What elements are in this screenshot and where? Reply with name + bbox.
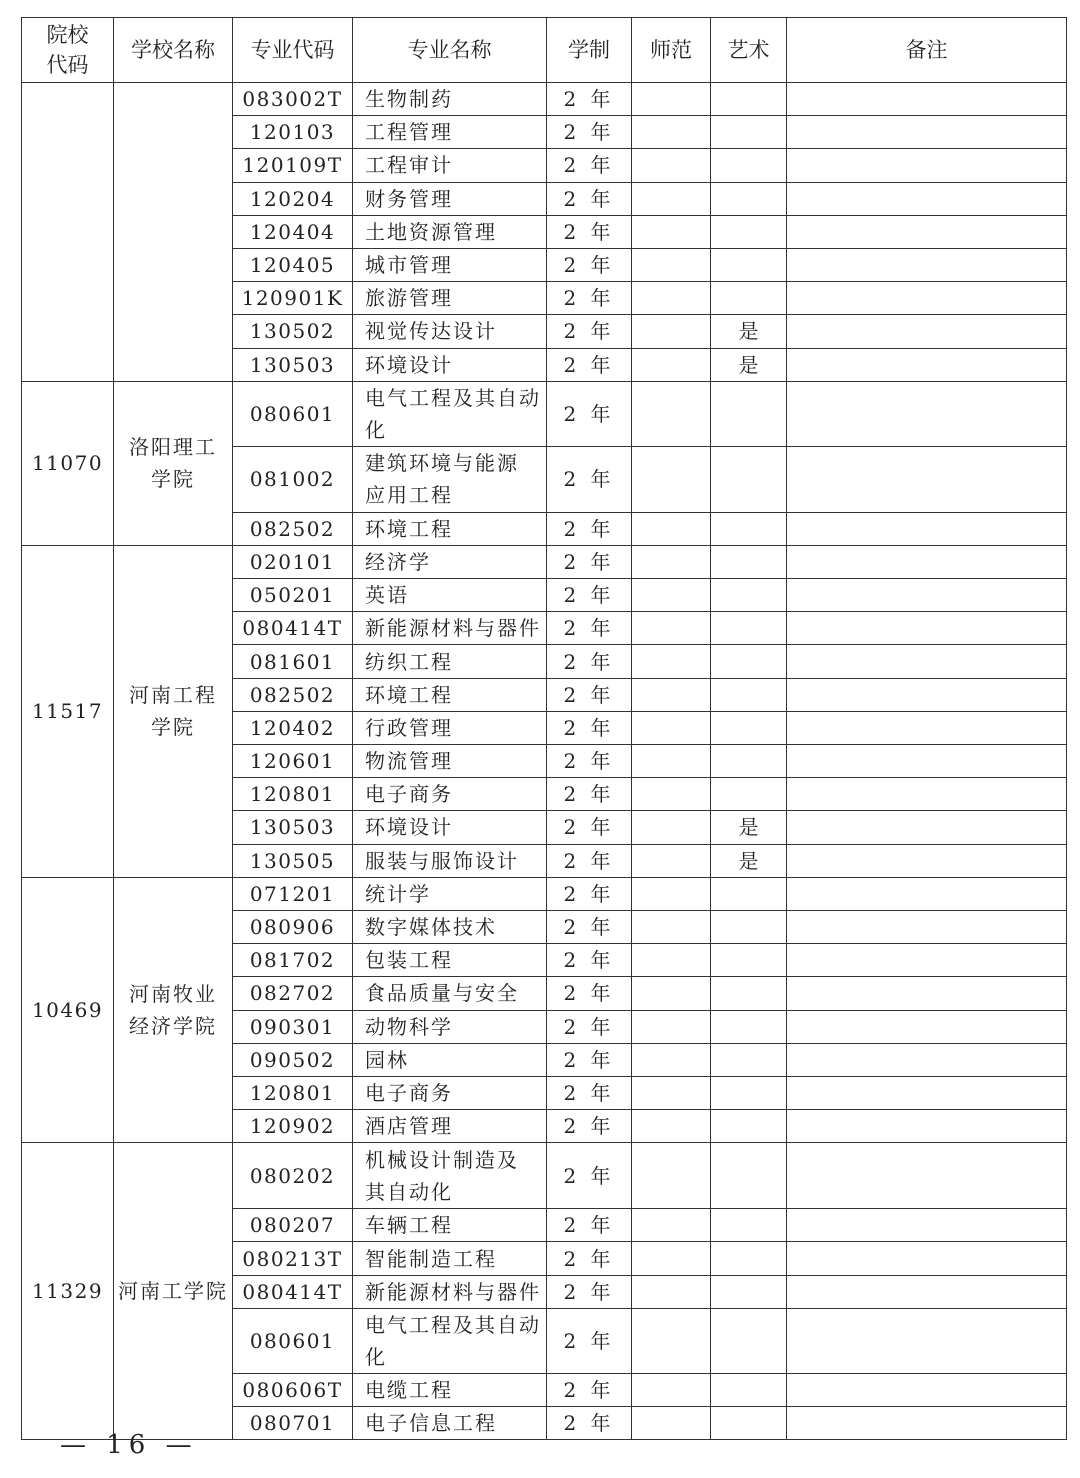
normal-cell xyxy=(632,745,711,778)
table-row xyxy=(22,1143,1067,1209)
remarks-cell xyxy=(787,248,1067,281)
art-cell xyxy=(711,1043,787,1076)
art-cell xyxy=(711,977,787,1010)
major-code-cell: 081601 xyxy=(233,645,353,678)
normal-cell xyxy=(632,1308,711,1373)
table-row xyxy=(22,877,1067,910)
major-code-cell: 050201 xyxy=(233,579,353,612)
duration-cell: 2 年 xyxy=(547,315,632,348)
art-cell xyxy=(711,1010,787,1043)
art-cell xyxy=(711,645,787,678)
duration-cell: 2 年 xyxy=(547,116,632,149)
major-name-cell: 数字媒体技术 xyxy=(353,910,547,943)
normal-cell xyxy=(632,612,711,645)
major-code-cell: 082502 xyxy=(233,512,353,545)
remarks-cell xyxy=(787,877,1067,910)
art-cell xyxy=(711,745,787,778)
majors-table xyxy=(21,17,1067,1440)
duration-cell: 2 年 xyxy=(547,545,632,578)
remarks-cell xyxy=(787,1110,1067,1143)
major-name-cell: 工程审计 xyxy=(353,149,547,182)
major-code-cell: 120801 xyxy=(233,778,353,811)
major-code-cell: 120109T xyxy=(233,149,353,182)
normal-cell xyxy=(632,182,711,215)
major-code-cell: 120204 xyxy=(233,182,353,215)
duration-cell: 2 年 xyxy=(547,944,632,977)
art-cell: 是 xyxy=(711,348,787,381)
major-name-cell: 英语 xyxy=(353,579,547,612)
major-name-cell: 电子信息工程 xyxy=(353,1407,547,1440)
major-name-cell: 行政管理 xyxy=(353,711,547,744)
duration-cell: 2 年 xyxy=(547,1308,632,1373)
remarks-cell xyxy=(787,282,1067,315)
duration-cell: 2 年 xyxy=(547,348,632,381)
major-name-cell: 电气工程及其自动化 xyxy=(353,1308,547,1373)
remarks-cell xyxy=(787,1143,1067,1209)
normal-cell xyxy=(632,381,711,446)
school-name-cell: 河南工程 学院 xyxy=(114,545,233,877)
art-cell xyxy=(711,1242,787,1275)
major-code-cell: 080414T xyxy=(233,612,353,645)
normal-cell xyxy=(632,811,711,844)
normal-cell xyxy=(632,315,711,348)
major-code-cell: 120901K xyxy=(233,282,353,315)
remarks-cell xyxy=(787,1076,1067,1109)
major-name-cell: 电子商务 xyxy=(353,778,547,811)
major-name-cell: 电气工程及其自动化 xyxy=(353,381,547,446)
normal-cell xyxy=(632,1242,711,1275)
art-cell xyxy=(711,182,787,215)
art-cell xyxy=(711,612,787,645)
duration-cell: 2 年 xyxy=(547,446,632,512)
major-name-cell: 财务管理 xyxy=(353,182,547,215)
major-name-cell: 环境设计 xyxy=(353,348,547,381)
art-cell xyxy=(711,83,787,116)
school-name-cell: 洛阳理工 学院 xyxy=(114,381,233,545)
duration-cell: 2 年 xyxy=(547,1373,632,1406)
normal-cell xyxy=(632,1373,711,1406)
remarks-cell xyxy=(787,315,1067,348)
art-cell xyxy=(711,1407,787,1440)
art-cell xyxy=(711,545,787,578)
remarks-cell xyxy=(787,83,1067,116)
duration-cell: 2 年 xyxy=(547,282,632,315)
major-name-cell: 服装与服饰设计 xyxy=(353,844,547,877)
normal-cell xyxy=(632,248,711,281)
normal-cell xyxy=(632,944,711,977)
major-code-cell: 120405 xyxy=(233,248,353,281)
art-cell: 是 xyxy=(711,811,787,844)
normal-cell xyxy=(632,844,711,877)
major-code-cell: 083002T xyxy=(233,83,353,116)
duration-cell: 2 年 xyxy=(547,910,632,943)
major-code-cell: 080606T xyxy=(233,1373,353,1406)
remarks-cell xyxy=(787,215,1067,248)
major-name-cell: 园林 xyxy=(353,1043,547,1076)
duration-cell: 2 年 xyxy=(547,1209,632,1242)
duration-cell: 2 年 xyxy=(547,1076,632,1109)
normal-cell xyxy=(632,579,711,612)
normal-cell xyxy=(632,910,711,943)
normal-cell xyxy=(632,348,711,381)
normal-cell xyxy=(632,446,711,512)
major-code-cell: 081002 xyxy=(233,446,353,512)
normal-cell xyxy=(632,215,711,248)
remarks-cell xyxy=(787,1407,1067,1440)
major-name-cell: 包装工程 xyxy=(353,944,547,977)
normal-cell xyxy=(632,977,711,1010)
major-name-cell: 动物科学 xyxy=(353,1010,547,1043)
normal-cell xyxy=(632,282,711,315)
remarks-cell xyxy=(787,811,1067,844)
art-cell xyxy=(711,248,787,281)
school-code-cell: 11517 xyxy=(22,545,114,877)
major-name-cell: 建筑环境与能源 应用工程 xyxy=(353,446,547,512)
header-remarks: 备注 xyxy=(787,18,1067,83)
duration-cell: 2 年 xyxy=(547,877,632,910)
art-cell xyxy=(711,910,787,943)
table-header-row xyxy=(22,18,1067,83)
major-name-cell: 旅游管理 xyxy=(353,282,547,315)
major-name-cell: 视觉传达设计 xyxy=(353,315,547,348)
remarks-cell xyxy=(787,778,1067,811)
duration-cell: 2 年 xyxy=(547,83,632,116)
major-name-cell: 环境设计 xyxy=(353,811,547,844)
normal-cell xyxy=(632,1043,711,1076)
art-cell: 是 xyxy=(711,844,787,877)
remarks-cell xyxy=(787,579,1067,612)
duration-cell: 2 年 xyxy=(547,1275,632,1308)
art-cell xyxy=(711,282,787,315)
duration-cell: 2 年 xyxy=(547,678,632,711)
remarks-cell xyxy=(787,745,1067,778)
major-name-cell: 环境工程 xyxy=(353,512,547,545)
major-name-cell: 酒店管理 xyxy=(353,1110,547,1143)
duration-cell: 2 年 xyxy=(547,612,632,645)
normal-cell xyxy=(632,877,711,910)
major-code-cell: 120902 xyxy=(233,1110,353,1143)
major-code-cell: 071201 xyxy=(233,877,353,910)
table-row xyxy=(22,83,1067,116)
art-cell xyxy=(711,381,787,446)
major-name-cell: 物流管理 xyxy=(353,745,547,778)
header-school-code: 院校 代码 xyxy=(22,18,114,83)
major-code-cell: 080207 xyxy=(233,1209,353,1242)
remarks-cell xyxy=(787,149,1067,182)
remarks-cell xyxy=(787,910,1067,943)
art-cell xyxy=(711,877,787,910)
remarks-cell xyxy=(787,182,1067,215)
remarks-cell xyxy=(787,678,1067,711)
remarks-cell xyxy=(787,1308,1067,1373)
school-code-cell: 11070 xyxy=(22,381,114,545)
major-name-cell: 城市管理 xyxy=(353,248,547,281)
remarks-cell xyxy=(787,711,1067,744)
major-name-cell: 生物制药 xyxy=(353,83,547,116)
school-name-cell: 河南牧业 经济学院 xyxy=(114,877,233,1143)
art-cell xyxy=(711,215,787,248)
art-cell xyxy=(711,1110,787,1143)
art-cell: 是 xyxy=(711,315,787,348)
duration-cell: 2 年 xyxy=(547,1407,632,1440)
normal-cell xyxy=(632,1209,711,1242)
major-name-cell: 电子商务 xyxy=(353,1076,547,1109)
normal-cell xyxy=(632,1010,711,1043)
art-cell xyxy=(711,1275,787,1308)
school-name-cell xyxy=(114,83,233,382)
art-cell xyxy=(711,944,787,977)
normal-cell xyxy=(632,116,711,149)
art-cell xyxy=(711,1209,787,1242)
remarks-cell xyxy=(787,446,1067,512)
major-code-cell: 080414T xyxy=(233,1275,353,1308)
duration-cell: 2 年 xyxy=(547,512,632,545)
normal-cell xyxy=(632,1110,711,1143)
duration-cell: 2 年 xyxy=(547,381,632,446)
duration-cell: 2 年 xyxy=(547,844,632,877)
duration-cell: 2 年 xyxy=(547,1143,632,1209)
art-cell xyxy=(711,116,787,149)
school-name-cell: 河南工学院 xyxy=(114,1143,233,1440)
normal-cell xyxy=(632,545,711,578)
remarks-cell xyxy=(787,844,1067,877)
table-row xyxy=(22,545,1067,578)
art-cell xyxy=(711,678,787,711)
duration-cell: 2 年 xyxy=(547,579,632,612)
normal-cell xyxy=(632,1407,711,1440)
header-duration: 学制 xyxy=(547,18,632,83)
remarks-cell xyxy=(787,381,1067,446)
major-code-cell: 130505 xyxy=(233,844,353,877)
normal-cell xyxy=(632,1076,711,1109)
major-code-cell: 120801 xyxy=(233,1076,353,1109)
major-code-cell: 130503 xyxy=(233,348,353,381)
remarks-cell xyxy=(787,1043,1067,1076)
major-code-cell: 080202 xyxy=(233,1143,353,1209)
duration-cell: 2 年 xyxy=(547,1043,632,1076)
art-cell xyxy=(711,512,787,545)
normal-cell xyxy=(632,149,711,182)
art-cell xyxy=(711,579,787,612)
remarks-cell xyxy=(787,1275,1067,1308)
remarks-cell xyxy=(787,1373,1067,1406)
header-school-name: 学校名称 xyxy=(114,18,233,83)
normal-cell xyxy=(632,1275,711,1308)
art-cell xyxy=(711,711,787,744)
major-name-cell: 新能源材料与器件 xyxy=(353,1275,547,1308)
header-major-code: 专业代码 xyxy=(233,18,353,83)
normal-cell xyxy=(632,778,711,811)
remarks-cell xyxy=(787,1242,1067,1275)
duration-cell: 2 年 xyxy=(547,778,632,811)
duration-cell: 2 年 xyxy=(547,1010,632,1043)
major-code-cell: 130503 xyxy=(233,811,353,844)
major-name-cell: 经济学 xyxy=(353,545,547,578)
remarks-cell xyxy=(787,645,1067,678)
remarks-cell xyxy=(787,944,1067,977)
art-cell xyxy=(711,1373,787,1406)
art-cell xyxy=(711,1076,787,1109)
duration-cell: 2 年 xyxy=(547,1110,632,1143)
duration-cell: 2 年 xyxy=(547,215,632,248)
major-name-cell: 电缆工程 xyxy=(353,1373,547,1406)
remarks-cell xyxy=(787,348,1067,381)
remarks-cell xyxy=(787,1209,1067,1242)
major-code-cell: 090502 xyxy=(233,1043,353,1076)
duration-cell: 2 年 xyxy=(547,977,632,1010)
art-cell xyxy=(711,1308,787,1373)
major-code-cell: 130502 xyxy=(233,315,353,348)
major-name-cell: 智能制造工程 xyxy=(353,1242,547,1275)
normal-cell xyxy=(632,1143,711,1209)
normal-cell xyxy=(632,83,711,116)
normal-cell xyxy=(632,645,711,678)
remarks-cell xyxy=(787,1010,1067,1043)
art-cell xyxy=(711,446,787,512)
art-cell xyxy=(711,778,787,811)
header-major-name: 专业名称 xyxy=(353,18,547,83)
normal-cell xyxy=(632,678,711,711)
major-code-cell: 080601 xyxy=(233,381,353,446)
school-code-cell xyxy=(22,83,114,382)
major-code-cell: 080213T xyxy=(233,1242,353,1275)
normal-cell xyxy=(632,711,711,744)
remarks-cell xyxy=(787,116,1067,149)
major-code-cell: 090301 xyxy=(233,1010,353,1043)
major-code-cell: 120601 xyxy=(233,745,353,778)
major-name-cell: 纺织工程 xyxy=(353,645,547,678)
major-name-cell: 统计学 xyxy=(353,877,547,910)
table-row xyxy=(22,381,1067,446)
major-code-cell: 120402 xyxy=(233,711,353,744)
remarks-cell xyxy=(787,512,1067,545)
remarks-cell xyxy=(787,612,1067,645)
duration-cell: 2 年 xyxy=(547,248,632,281)
duration-cell: 2 年 xyxy=(547,645,632,678)
duration-cell: 2 年 xyxy=(547,182,632,215)
duration-cell: 2 年 xyxy=(547,811,632,844)
major-code-cell: 080701 xyxy=(233,1407,353,1440)
major-name-cell: 机械设计制造及 其自动化 xyxy=(353,1143,547,1209)
header-normal: 师范 xyxy=(632,18,711,83)
major-code-cell: 080601 xyxy=(233,1308,353,1373)
major-code-cell: 120404 xyxy=(233,215,353,248)
school-code-cell: 10469 xyxy=(22,877,114,1143)
major-code-cell: 080906 xyxy=(233,910,353,943)
major-code-cell: 081702 xyxy=(233,944,353,977)
duration-cell: 2 年 xyxy=(547,1242,632,1275)
school-code-cell: 11329 xyxy=(22,1143,114,1440)
major-name-cell: 新能源材料与器件 xyxy=(353,612,547,645)
page-number: — 16 — xyxy=(60,1430,198,1460)
header-art: 艺术 xyxy=(711,18,787,83)
duration-cell: 2 年 xyxy=(547,745,632,778)
major-code-cell: 082702 xyxy=(233,977,353,1010)
duration-cell: 2 年 xyxy=(547,149,632,182)
art-cell xyxy=(711,149,787,182)
major-name-cell: 车辆工程 xyxy=(353,1209,547,1242)
remarks-cell xyxy=(787,545,1067,578)
normal-cell xyxy=(632,512,711,545)
major-code-cell: 020101 xyxy=(233,545,353,578)
major-name-cell: 土地资源管理 xyxy=(353,215,547,248)
major-code-cell: 082502 xyxy=(233,678,353,711)
remarks-cell xyxy=(787,977,1067,1010)
duration-cell: 2 年 xyxy=(547,711,632,744)
major-name-cell: 食品质量与安全 xyxy=(353,977,547,1010)
major-name-cell: 环境工程 xyxy=(353,678,547,711)
major-code-cell: 120103 xyxy=(233,116,353,149)
art-cell xyxy=(711,1143,787,1209)
major-name-cell: 工程管理 xyxy=(353,116,547,149)
